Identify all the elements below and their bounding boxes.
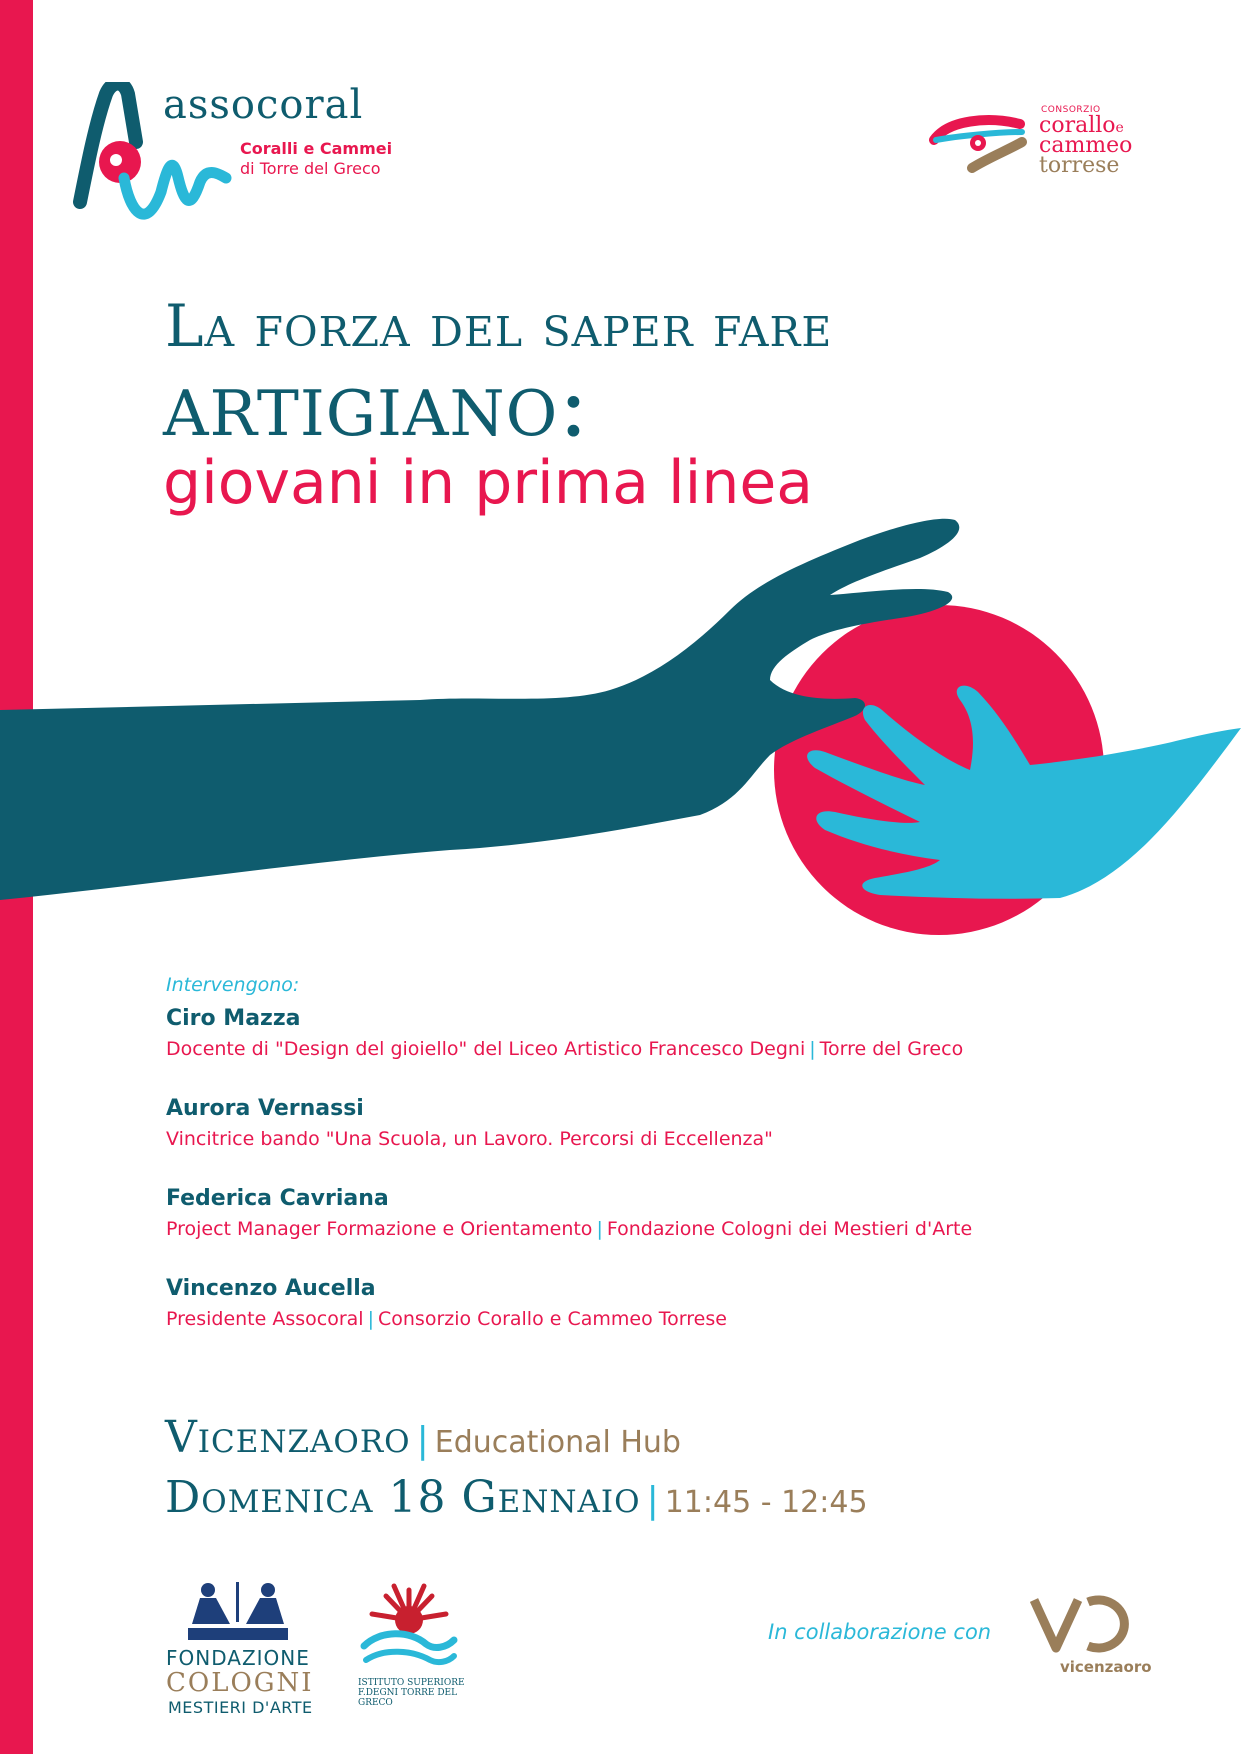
- speaker-name: Ciro Mazza: [166, 1006, 301, 1031]
- vicenzaoro-logo-mark: [1030, 1594, 1154, 1654]
- fondazione-line-3: MESTIERI D'ARTE: [168, 1698, 313, 1717]
- event-venue-line: [165, 1412, 681, 1463]
- assocoral-tagline-1: Coralli e Cammei: [240, 139, 393, 158]
- fondazione-cologni-logo-mark: [186, 1578, 290, 1642]
- speaker-item: [166, 1273, 1166, 1333]
- consorzio-label: CONSORZIO: [1041, 105, 1101, 115]
- title-line-1: La forza del saper fare: [165, 292, 833, 360]
- speaker-item: [166, 1093, 1166, 1153]
- speaker-item: [166, 1003, 1166, 1063]
- event-date: Domenica 18 Gennaio: [165, 1472, 641, 1523]
- speaker-role-part: Presidente Assocoral: [166, 1308, 364, 1330]
- event-time: 11:45 - 12:45: [664, 1485, 868, 1520]
- assocoral-name: assocoral: [163, 82, 364, 128]
- speaker-role: [166, 1035, 1166, 1063]
- speaker-role-part: Torre del Greco: [819, 1038, 964, 1060]
- event-location: Educational Hub: [434, 1425, 681, 1460]
- separator: |: [809, 1038, 816, 1060]
- consorzio-word-1-suffix: e: [1115, 120, 1124, 136]
- fondazione-line-2: COLOGNI: [166, 1668, 314, 1698]
- separator: |: [596, 1218, 603, 1240]
- speaker-role-part: Docente di "Design del gioiello" del Liceo Artistico Francesco Degni: [166, 1038, 806, 1060]
- collaboration-label: In collaborazione con: [768, 1620, 992, 1644]
- istituto-name: ISTITUTO SUPERIORE F.DEGNI TORRE DEL GRECO: [358, 1678, 465, 1708]
- speaker-role: [166, 1125, 1166, 1153]
- speaker-name: Federica Cavriana: [166, 1186, 389, 1211]
- assocoral-tagline-2: di Torre del Greco: [240, 159, 381, 178]
- speaker-name: Aurora Vernassi: [166, 1096, 364, 1121]
- vicenzaoro-logo-name: vicenzaoro: [1060, 1658, 1152, 1676]
- speaker-role-part: Fondazione Cologni dei Mestieri d'Arte: [606, 1218, 973, 1240]
- consorzio-word-3: torrese: [1039, 153, 1120, 178]
- speaker-item: [166, 1183, 1166, 1243]
- speaker-role: [166, 1305, 1166, 1333]
- speaker-role-part: Vincitrice bando "Una Scuola, un Lavoro. Percorsi di Eccellenza": [166, 1128, 773, 1150]
- speaker-role-part: Consorzio Corallo e Cammeo Torrese: [378, 1308, 727, 1330]
- title-line-3: giovani in prima linea: [163, 448, 814, 518]
- consorzio-word-1-main: corallo: [1039, 113, 1116, 138]
- speakers-intro: Intervengono:: [166, 974, 300, 996]
- separator: |: [416, 1420, 429, 1461]
- speaker-name: Vincenzo Aucella: [166, 1276, 376, 1301]
- hands-sphere-illustration: [0, 500, 1241, 1010]
- event-venue: Vicenzaoro: [165, 1412, 411, 1463]
- speakers-list: [166, 1003, 1166, 1363]
- fondazione-line-1: FONDAZIONE: [166, 1646, 310, 1670]
- consorzio-logo-mark: [928, 110, 1028, 180]
- separator: |: [646, 1480, 659, 1521]
- event-date-line: [165, 1472, 868, 1523]
- speaker-role-part: Project Manager Formazione e Orientamento: [166, 1218, 593, 1240]
- separator: |: [367, 1308, 374, 1330]
- istituto-degni-logo-mark: [350, 1580, 468, 1676]
- speaker-role: [166, 1215, 1166, 1243]
- consorzio-word-2: cammeo: [1039, 133, 1133, 158]
- title-line-2: artigiano:: [163, 352, 590, 457]
